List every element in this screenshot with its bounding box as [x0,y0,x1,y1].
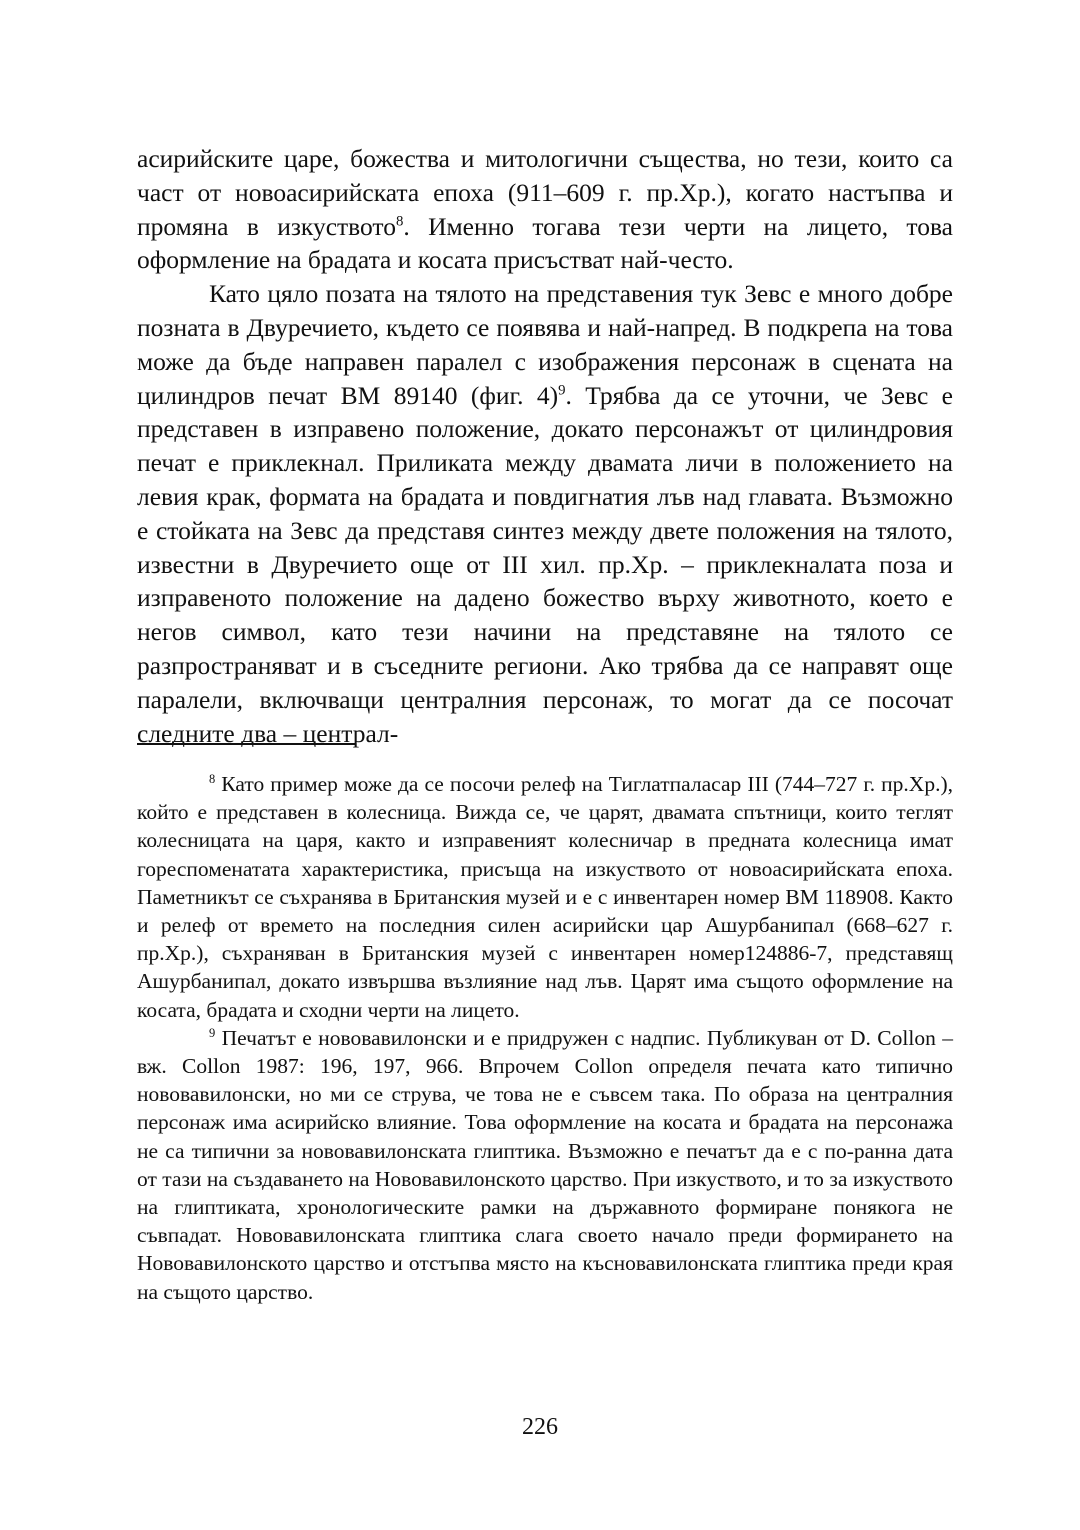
page-number: 226 [522,1414,558,1440]
paragraph-1-end: . Именно тогава тези черти на лицето, това оформление на брадата и косата присъстват най-често. [137,211,953,275]
footnotes [137,770,953,1306]
footnote-8 [137,770,953,1024]
footnote-9 [137,1024,953,1306]
footnote-8-number: 8 [209,771,216,786]
paragraph-2 [137,277,953,750]
footnote-ref-8[interactable]: 8 [396,213,404,230]
footnote-separator [137,743,356,745]
footnote-8-text: Като пример може да се посочи релеф на Тиглатпаласар III (744–727 г. пр.Хр.), който е представен в колесница. Вижда се, че царят, двамата спътници, които теглят колесницата на царя, както и изправеният колесничар в предната колесница имат гореспоменатата характеристика, присъща на изкуството от новоасирийската епоха. Паметникът се съхранява в Британския музей и е с инвентарен номер ВМ 118908. Както и релеф от времето на последния силен асирийски цар Ашурбанипал (668–627 г. пр.Хр.), съхраняван в Британския музей с инвентарен номер124886-7, представящ Ашурбанипал, докато извършва възлияние над лъв. Царят има същото оформление на косата, брадата и сходни черти на лицето. [137,772,953,1022]
main-text [137,142,953,750]
paragraph-2-text: Като цяло позата на тялото на представения тук Зевс е много добре позната в Двуречието, където се появява и най-напред. В подкрепа на това може да бъде направен паралел с изображения персонаж в сцената на цилиндров печат ВМ 89140 (фиг. 4) [137,279,953,410]
paragraph-2-end: . Трябва да се уточни, че Зевс е представен в изправено положение, докато персонажът от цилиндровия печат е приклекнал. Приликата между двамата личи в положението на левия крак, формата на брадата и повдигнатия лъв над главата. Възможно е стойката на Зевс да представя синтез между двете положения на тялото, известни в Двуречието още от ІІІ хил. пр.Хр. – приклекналата поза и изправеното положение на дадено божество върху животното, което е негов символ, като тези начини на представяне на тялото се разпространяват и в съседните региони. Ако трябва да се направят още паралели, включващи централния персонаж, то могат да се посочат следните два – централ- [137,380,953,748]
paragraph-1-text: асирийските царе, божества и митологични същества, но тези, които са част от новоасирийската епоха (911–609 г. пр.Хр.), когато настъпва и промяна в изкуството [137,144,953,241]
footnote-ref-9[interactable]: 9 [558,382,566,399]
footnote-9-number: 9 [209,1025,216,1040]
footnote-9-text: Печатът е нововавилонски и е придружен с надпис. Публикуван от D. Collon – вж. Collon 1987: 196, 197, 966. Впрочем Collon определя печата като типично нововавилонски, но ми се струва, че това не е съвсем така. По образа на централния персонаж има асирийско влияние. Това оформление на косата и брадата на персонажа не са типични за нововавилонската глиптика. Възможно е печатът да е с по-ранна дата от тази на създаването на Нововавилонското царство. При изкуството, и то за изкуството на глиптиката, хронологическите рамки на държавното формиране понякога не съвпадат. Нововавилонската глиптика слага своето начало преди формирането на Нововавилонското царство и отстъпва място на късновавилонската глиптика преди края на същото царство. [137,1025,953,1304]
paragraph-1 [137,142,953,277]
